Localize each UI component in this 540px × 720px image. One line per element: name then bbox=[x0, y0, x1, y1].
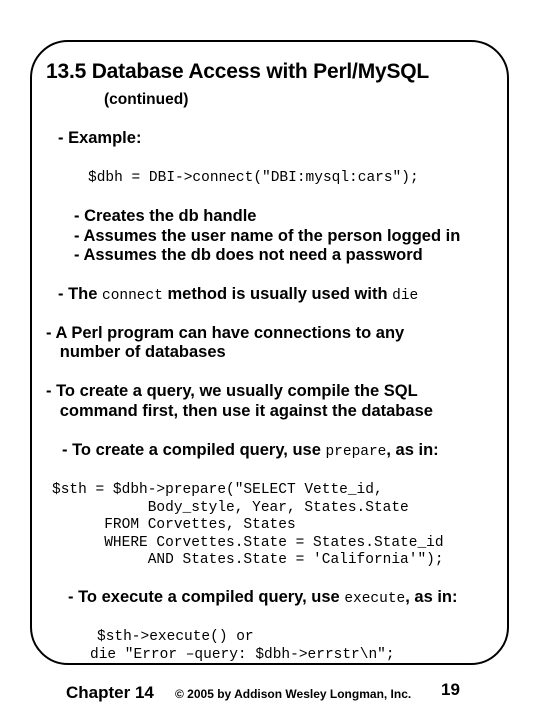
query-line-2: command first, then use it against the database bbox=[46, 402, 433, 420]
footer-page-number: 19 bbox=[441, 680, 460, 699]
prepare-line bbox=[62, 441, 439, 460]
footer-copyright: © 2005 by Addison Wesley Longman, Inc. bbox=[175, 687, 412, 701]
connections-line-2: number of databases bbox=[46, 343, 226, 361]
slide-subtitle: (continued) bbox=[104, 91, 189, 108]
prepare-line-post: , as in: bbox=[386, 441, 439, 459]
query-line-1: - To create a query, we usually compile the SQL bbox=[46, 382, 418, 400]
execute-line-pre: - To execute a compiled query, use bbox=[68, 588, 345, 606]
connections-line-1: - A Perl program can have connections to any bbox=[46, 324, 405, 342]
prepare-code-line-4: WHERE Corvettes.State = States.State_id bbox=[52, 534, 444, 551]
prepare-code-word: prepare bbox=[325, 444, 387, 460]
slide-title: 13.5 Database Access with Perl/MySQL bbox=[46, 60, 430, 83]
footer-chapter: Chapter 14 bbox=[66, 683, 154, 702]
execute-code-line-2: die "Error –query: $dbh->errstr\n"; bbox=[90, 647, 395, 663]
bullet-assumes-password: - Assumes the db does not need a password bbox=[74, 246, 423, 264]
connect-die-mid: method is usually used with bbox=[162, 285, 393, 303]
connect-die-line bbox=[58, 285, 418, 304]
connect-code: connect bbox=[102, 288, 163, 304]
bullet-assumes-user: - Assumes the user name of the person logged in bbox=[74, 227, 461, 245]
execute-code-word: execute bbox=[344, 591, 406, 607]
prepare-code-line-5: AND States.State = 'California'"); bbox=[52, 552, 444, 568]
prepare-line-pre: - To create a compiled query, use bbox=[62, 441, 326, 459]
prepare-code-line-3: FROM Corvettes, States bbox=[52, 517, 296, 533]
prepare-code-line-2: Body_style, Year, States.State bbox=[52, 499, 409, 516]
execute-line bbox=[68, 588, 458, 607]
execute-code-line-1: $sth->execute() or bbox=[97, 629, 254, 645]
prepare-code-line-1: $sth = $dbh->prepare("SELECT Vette_id, bbox=[52, 482, 383, 498]
connect-die-pre: - The bbox=[58, 285, 102, 303]
example-label: - Example: bbox=[58, 129, 142, 147]
execute-line-post: , as in: bbox=[405, 588, 458, 606]
bullet-creates-handle: - Creates the db handle bbox=[74, 207, 257, 225]
example-code: $dbh = DBI->connect("DBI:mysql:cars"); bbox=[88, 170, 419, 186]
die-code: die bbox=[392, 288, 419, 304]
